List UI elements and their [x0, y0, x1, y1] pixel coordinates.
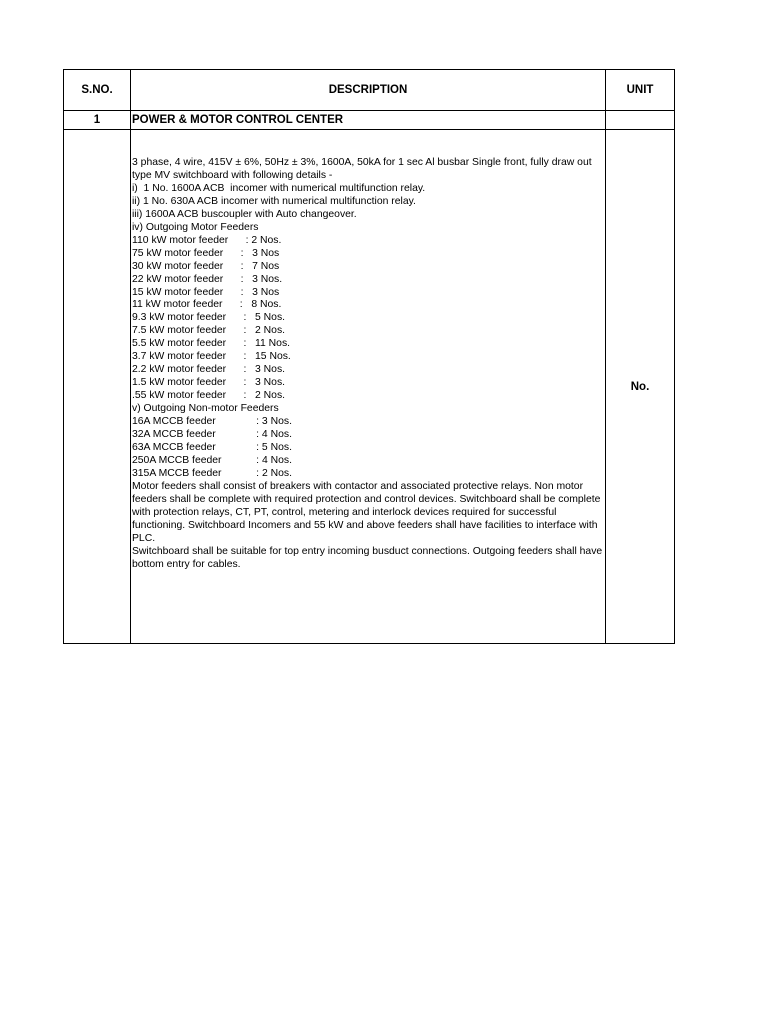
item-intro: 3 phase, 4 wire, 415V ± 6%, 50Hz ± 3%, 1600A, 50kA for 1 sec Al busbar Single front, fully draw out type MV switchboard with following details -	[132, 157, 592, 181]
item-line: 7.5 kW motor feeder : 2 Nos.	[132, 325, 286, 337]
header-sno: S.NO.	[64, 70, 131, 111]
item-line: i) 1 No. 1600A ACB incomer with numerical multifunction relay.	[132, 182, 426, 194]
item-line: ii) 1 No. 630A ACB incomer with numerical multifunction relay.	[132, 195, 416, 207]
item-line: 32A MCCB feeder : 4 Nos.	[132, 429, 292, 441]
item-line: 16A MCCB feeder : 3 Nos.	[132, 416, 292, 428]
section-sno: 1	[64, 111, 131, 130]
item-line: 250A MCCB feeder : 4 Nos.	[132, 454, 292, 466]
header-row	[64, 70, 675, 111]
item-row	[64, 130, 675, 644]
header-description: DESCRIPTION	[131, 70, 606, 111]
item-para1: Motor feeders shall consist of breakers with contactor and associated protective relays. Non motor feeders shall be complete with required protection and control devices. Switchboard shall be complete with protection relays, CT, PT, control, metering and interlock devices required for successful functioning. Switchboard Incomers and 55 kW and above feeders shall have facilities to interface with PLC.	[132, 480, 601, 544]
item-line: 30 kW motor feeder : 7 Nos	[132, 260, 280, 272]
item-line: 315A MCCB feeder : 2 Nos.	[132, 467, 292, 479]
item-line: 5.5 kW motor feeder : 11 Nos.	[132, 338, 291, 350]
item-line: iii) 1600A ACB buscoupler with Auto changeover.	[132, 208, 357, 220]
item-para2: Switchboard shall be suitable for top entry incoming busduct connections. Outgoing feeders shall have bottom entry for cables.	[132, 545, 603, 570]
item-unit: No.	[606, 130, 675, 644]
item-lines	[132, 183, 603, 481]
item-line: 11 kW motor feeder : 8 Nos.	[132, 299, 282, 311]
item-line: iv) Outgoing Motor Feeders	[132, 221, 259, 233]
item-line: .55 kW motor feeder : 2 Nos.	[132, 390, 286, 402]
item-line: 75 kW motor feeder : 3 Nos	[132, 247, 280, 259]
section-title: POWER & MOTOR CONTROL CENTER	[131, 111, 606, 130]
item-line: 1.5 kW motor feeder : 3 Nos.	[132, 377, 286, 389]
boq-table	[63, 69, 675, 644]
item-line: 2.2 kW motor feeder : 3 Nos.	[132, 364, 286, 376]
item-line: 110 kW motor feeder : 2 Nos.	[132, 234, 282, 246]
header-unit: UNIT	[606, 70, 675, 111]
section-row	[64, 111, 675, 130]
item-line: 15 kW motor feeder : 3 Nos	[132, 286, 280, 298]
item-line: 3.7 kW motor feeder : 15 Nos.	[132, 351, 291, 363]
item-line: 9.3 kW motor feeder : 5 Nos.	[132, 312, 286, 324]
section-unit-empty	[606, 111, 675, 130]
item-sno-empty	[64, 130, 131, 644]
item-line: 63A MCCB feeder : 5 Nos.	[132, 441, 292, 453]
item-line: v) Outgoing Non-motor Feeders	[132, 403, 279, 415]
item-line: 22 kW motor feeder : 3 Nos.	[132, 273, 283, 285]
item-description	[131, 130, 606, 644]
